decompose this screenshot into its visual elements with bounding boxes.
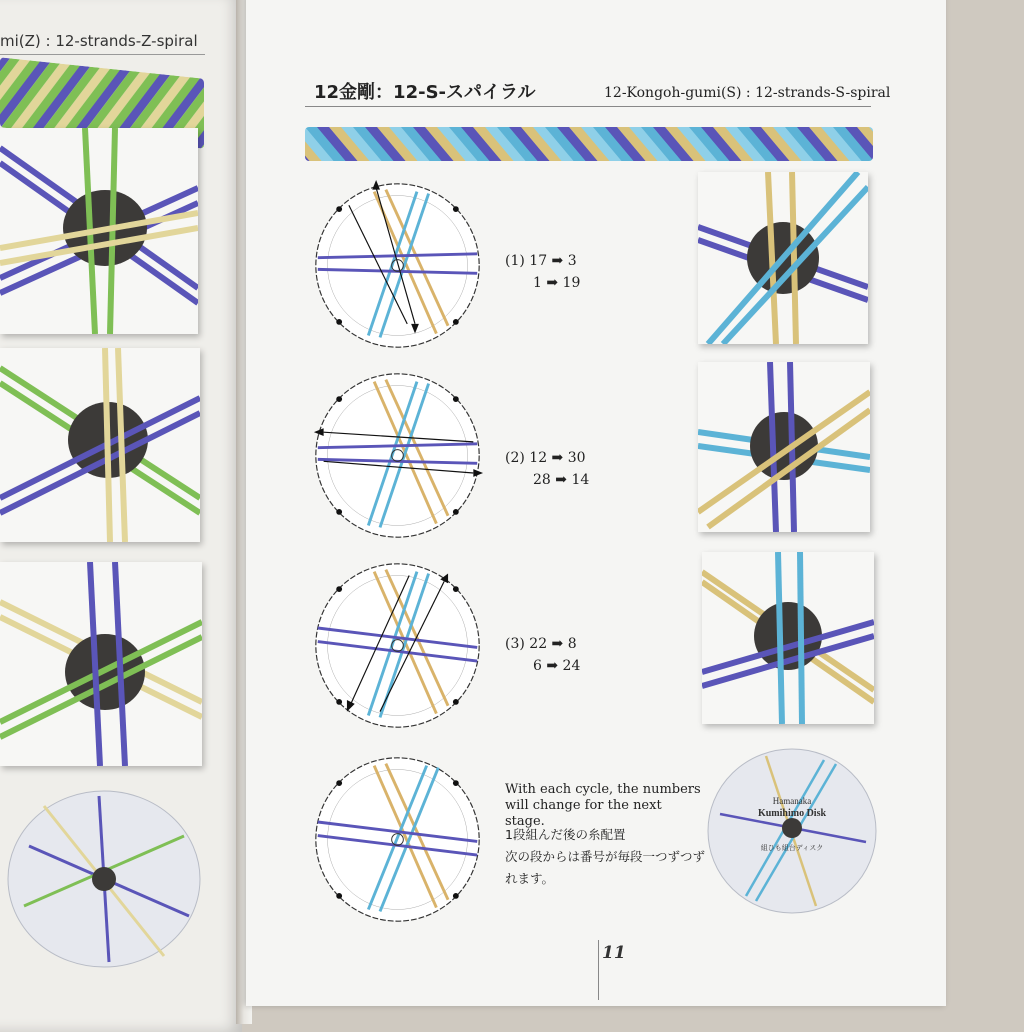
cycle-note-jp-1: 1段組んだ後の糸配置	[505, 827, 626, 842]
step-2-line2: 28 ➡ 14	[533, 472, 590, 488]
disk-title-label: Kumihimo Disk	[757, 808, 827, 819]
disk-diagram-1	[310, 178, 485, 353]
step-1-line1: 17 ➡ 3	[529, 253, 577, 269]
disk-diagram-2	[310, 368, 485, 543]
disk-diagram-4	[310, 752, 485, 927]
step-3-number: (3)	[505, 636, 525, 652]
right-disk-photo	[706, 746, 878, 916]
step-3-line2: 6 ➡ 24	[533, 658, 581, 674]
step-1-line2: 1 ➡ 19	[533, 275, 581, 291]
cycle-note-jp	[505, 824, 705, 890]
right-photo-2	[698, 362, 870, 532]
left-disk-photo	[4, 786, 204, 972]
right-photo-1	[698, 172, 868, 344]
step-1-number: (1)	[505, 253, 525, 269]
step-2-number: (2)	[505, 450, 525, 466]
left-photo-1	[0, 128, 198, 334]
page-number: 11	[602, 943, 626, 963]
disk-jp-label: 組ひも組台ディスク	[760, 844, 824, 852]
page-title-jp: 12金剛：12-S-スパイラル	[314, 82, 536, 103]
left-photo-3	[0, 562, 202, 766]
title-rule	[305, 106, 871, 107]
page-number-rule	[598, 940, 599, 1000]
cycle-note-jp-2: 次の段からは番号が毎段一つずつずれます。	[505, 849, 706, 886]
left-photo-2	[0, 348, 200, 542]
step-2-line1: 12 ➡ 30	[529, 450, 586, 466]
right-braid-cord-photo	[305, 127, 873, 161]
disk-diagram-3	[310, 558, 485, 733]
cycle-note-en: With each cycle, the numbers will change for the next stage.	[505, 782, 701, 829]
step-1-text	[505, 250, 580, 294]
step-2-text	[505, 447, 589, 491]
step-3-line1: 22 ➡ 8	[529, 636, 577, 652]
page-title-en: 12-Kongoh-gumi(S) : 12-strands-S-spiral	[604, 85, 891, 101]
left-page-header: mi(Z) : 12-strands-Z-spiral	[0, 32, 198, 50]
left-header-rule	[0, 54, 205, 55]
right-photo-3	[702, 552, 874, 724]
step-3-text	[505, 633, 580, 677]
disk-brand-label: Hamanaka	[772, 796, 812, 806]
